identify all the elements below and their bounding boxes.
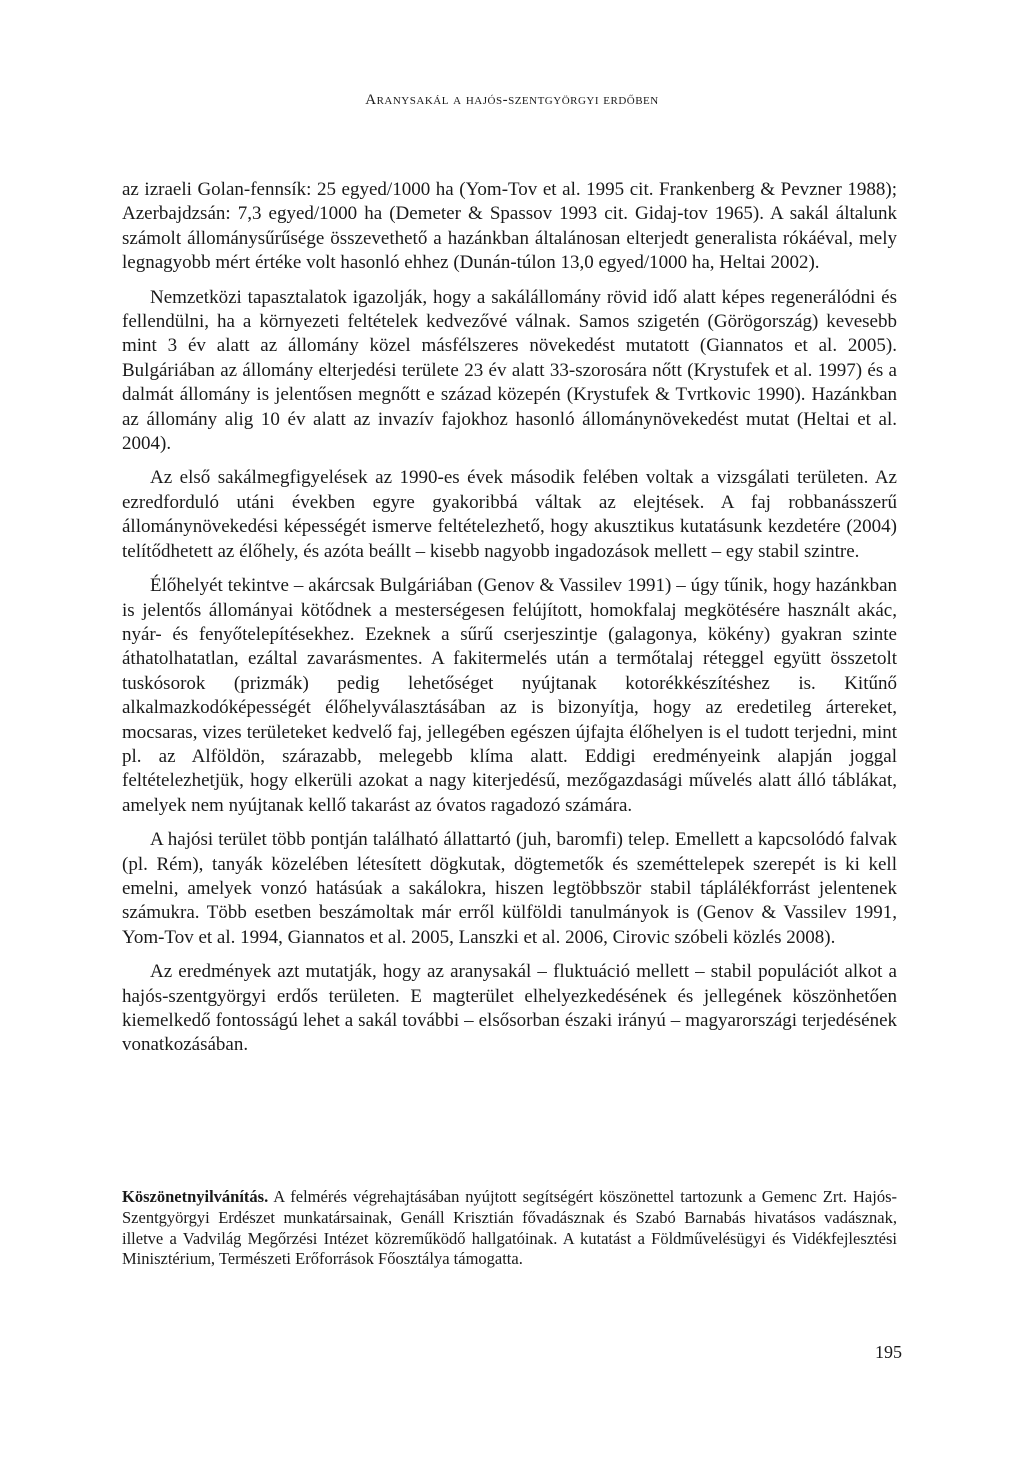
body-text	[122, 178, 897, 1068]
acknowledgement	[122, 1187, 897, 1270]
paragraph: Az első sakálmegfigyelések az 1990-es évek második felében voltak a vizsgálati területen. Az ezredforduló utáni években egyre gyakoribbá váltak az elejtések. A faj robbanásszerű állománynövekedési képességét ismerve feltételezhető, hogy akusztikus kutatásunk kezdetére (2004) telítődhetett az élőhely, és azóta beállt – kisebb nagyobb ingadozások mellett – egy stabil szintre.	[122, 467, 897, 562]
acknowledgement-title: Köszönetnyilvánítás.	[122, 1187, 269, 1206]
paragraph: Nemzetközi tapasztalatok igazolják, hogy a sakálállomány rövid idő alatt képes regenerálódni és fellendülni, ha a környezeti feltételek kedvezővé válnak. Samos szigetén (Görögország) kevesebb mint 3 év alatt az állomány közel másfélszeres növekedést mutatott (Giannatos et al. 2005). Bulgáriában az állomány elterjedési területe 23 év alatt 33-szorosára nőtt (Krystufek et al. 1997) és a dalmát állomány is jelentősen megnőtt e század közepén (Krystufek & Tvrtkovic 1990). Hazánkban az állomány alig 10 év alatt az invazív fajokhoz hasonló állománynövekedést mutat (Heltai et al. 2004).	[122, 286, 897, 455]
page-number: 195	[875, 1342, 902, 1362]
paragraph: Az eredmények azt mutatják, hogy az aranysakál – fluktuáció mellett – stabil populációt alkot a hajós-szentgyörgyi erdős területen. E magterület elhelyezkedésének és jellegének köszönhetően kiemelkedő fontosságú lehet a sakál további – elsősorban északi irányú – magyarországi terjedésének vonatkozásában.	[122, 961, 897, 1056]
paragraph: az izraeli Golan-fennsík: 25 egyed/1000 ha (Yom-Tov et al. 1995 cit. Frankenberg & Pevzner 1988); Azerbajdzsán: 7,3 egyed/1000 ha (Demeter & Spassov 1993 cit. Gidaj-tov 1965). A sakál általunk számolt állománysűrűsége összevethető a hazánkban általánosan elterjedt generalista rókáéval, mely legnagyobb mért értéke volt hasonló ehhez (Dunán-túlon 13,0 egyed/1000 ha, Heltai 2002).	[122, 179, 897, 274]
running-header: Aranysakál a hajós-szentgyörgyi erdőben	[365, 92, 659, 108]
acknowledgement-text: A felmérés végrehajtásában nyújtott segítségért köszönettel tartozunk a Gemenc Zrt. Hajós-Szentgyörgyi Erdészet munkatársainak, Genáll Krisztián fővadásznak és Szabó Barnabás hivatásos vadásznak, illetve a Vadvilág Megőrzési Intézet közreműködő hallgatóinak. A kutatást a Földművelésügyi és Vidékfejlesztési Minisztérium, Természeti Erőforrások Főosztálya támogatta.	[122, 1187, 897, 1269]
paragraph: A hajósi terület több pontján található állattartó (juh, baromfi) telep. Emellett a kapcsolódó falvak (pl. Rém), tanyák közelében létesített dögkutak, dögtemetők és szeméttelepek szerepét is ki kell emelni, amelyek vonzó hatásúak a sakálokra, hiszen legtöbbször stabil táplálékforrást jelentenek számukra. Több esetben beszámoltak már erről külföldi tanulmányok is (Genov & Vassilev 1991, Yom-Tov et al. 1994, Giannatos et al. 2005, Lanszki et al. 2006, Cirovic szóbeli közlés 2008).	[122, 829, 897, 948]
paragraph: Élőhelyét tekintve – akárcsak Bulgáriában (Genov & Vassilev 1991) – úgy tűnik, hogy hazánkban is jelentős állományai kötődnek a mesterségesen felújított, homokfalaj megkötésére használt akác, nyár- és fenyőtelepítésekhez. Ezeknek a sűrű cserjeszintje (galagonya, kökény) gyakran szinte áthatolhatatlan, ezáltal zavarásmentes. A fakitermelés után a termőtalaj réteggel együtt összetolt tuskósorok (prizmák) pedig lehetőséget nyújtanak kotorékkészítéshez is. Kitűnő alkalmazkodóképességét élőhelyválasztásában az is bizonyítja, hogy az eredetileg ártereket, mocsaras, vizes területeket kedvelő faj, jellegében egészen újfajta élőhelyen is el tudott terjedni, mint pl. az Alföldön, szárazabb, melegebb klíma alatt. Eddigi eredményeink alapján joggal feltételezhetjük, hogy elkerüli azokat a nagy kiterjedésű, mezőgazdasági művelés alatt álló táblákat, amelyek nem nyújtanak kellő takarást az óvatos ragadozó számára.	[122, 575, 897, 816]
